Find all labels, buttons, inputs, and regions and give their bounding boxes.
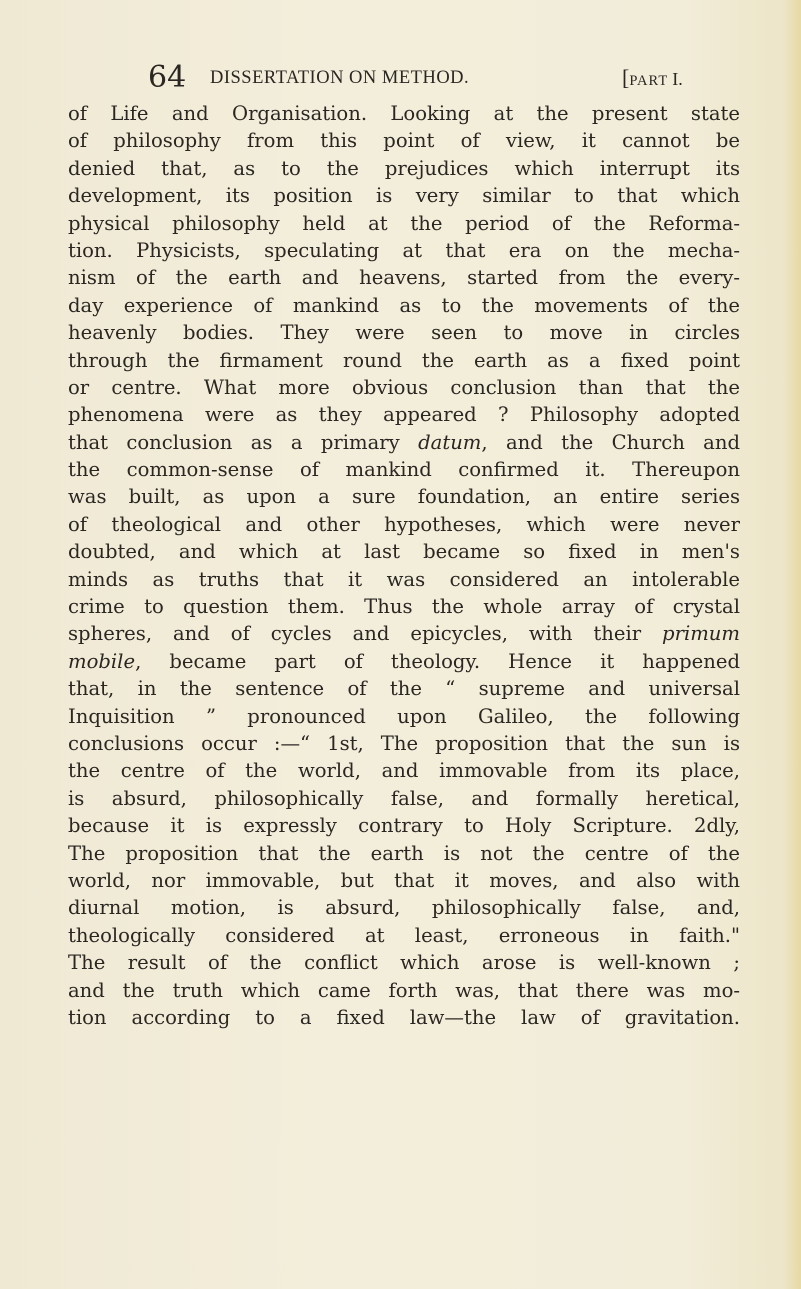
text-line: world, nor immovable, but that it moves, and also with xyxy=(68,868,740,892)
text-line: is absurd, philosophically false, and formally heretical, xyxy=(68,786,740,810)
part-number: I. xyxy=(672,69,683,89)
text-line: the centre of the world, and immovable from its place, xyxy=(68,759,740,783)
text-line: denied that, as to the prejudices which interrupt its xyxy=(68,156,740,180)
text-line: diurnal motion, is absurd, philosophically false, and, xyxy=(68,896,740,920)
text-line: phenomena were as they appeared ? Philosophy adopted xyxy=(68,403,740,427)
body-text xyxy=(68,100,740,1031)
text-line: that, in the sentence of the “ supreme and universal xyxy=(68,677,740,701)
text-line: physical philosophy held at the period of the Reforma- xyxy=(68,211,740,235)
text-line: of Life and Organisation. Looking at the present state xyxy=(68,102,740,125)
text-line xyxy=(68,648,740,675)
text-line: The result of the conflict which arose is well-known ; xyxy=(68,951,740,975)
italic-term: mobile xyxy=(68,649,136,673)
part-label: PART xyxy=(629,73,669,89)
text-segment: , and the Church and xyxy=(481,430,741,454)
text-line: development, its position is very similar to that which xyxy=(68,184,740,208)
text-line: crime to question them. Thus the whole array of crystal xyxy=(68,595,740,619)
text-line: tion according to a fixed law—the law of gravitation. xyxy=(68,1005,740,1029)
text-line: minds as truths that it was considered an intolerable xyxy=(68,567,740,591)
text-segment: spheres, and of cycles and epicycles, with their xyxy=(68,622,663,646)
text-line: the common-sense of mankind confirmed it. Thereupon xyxy=(68,458,740,482)
text-line xyxy=(68,620,740,647)
running-head xyxy=(148,58,748,98)
text-line: conclusions occur :—“ 1st, The proposition that the sun is xyxy=(68,731,740,755)
text-line: through the firmament round the earth as a fixed point xyxy=(68,348,740,372)
text-line: of theological and other hypotheses, which were never xyxy=(68,512,740,536)
text-segment: that conclusion as a primary xyxy=(68,430,419,454)
text-line: was built, as upon a sure foundation, an entire series xyxy=(68,485,740,509)
running-head-part xyxy=(622,66,683,93)
text-line: because it is expressly contrary to Holy Scripture. 2dly, xyxy=(68,814,740,838)
italic-term: datum xyxy=(418,430,482,454)
text-line: or centre. What more obvious conclusion than that the xyxy=(68,375,740,399)
text-line: nism of the earth and heavens, started from the every- xyxy=(68,266,740,290)
running-head-title: DISSERTATION ON METHOD. xyxy=(210,68,470,88)
page-number: 64 xyxy=(148,60,187,95)
page-edge-shading xyxy=(783,0,801,1289)
text-line: The proposition that the earth is not the centre of the xyxy=(68,841,740,865)
text-line: Inquisition ” pronounced upon Galileo, the following xyxy=(68,704,740,728)
text-line: doubted, and which at last became so fixed in men's xyxy=(68,540,740,564)
text-line: tion. Physicists, speculating at that era on the mecha- xyxy=(68,238,740,262)
text-line: day experience of mankind as to the movements of the xyxy=(68,293,740,317)
text-segment: , became part of theology. Hence it happened xyxy=(135,649,740,673)
part-bracket: [ xyxy=(622,65,630,90)
text-line: heavenly bodies. They were seen to move in circles xyxy=(68,321,740,345)
text-line: and the truth which came forth was, that there was mo- xyxy=(68,978,740,1002)
italic-term: primum xyxy=(662,622,740,646)
text-line xyxy=(68,429,740,456)
text-line: theologically considered at least, erroneous in faith." xyxy=(68,923,740,947)
text-line: of philosophy from this point of view, it cannot be xyxy=(68,129,740,153)
